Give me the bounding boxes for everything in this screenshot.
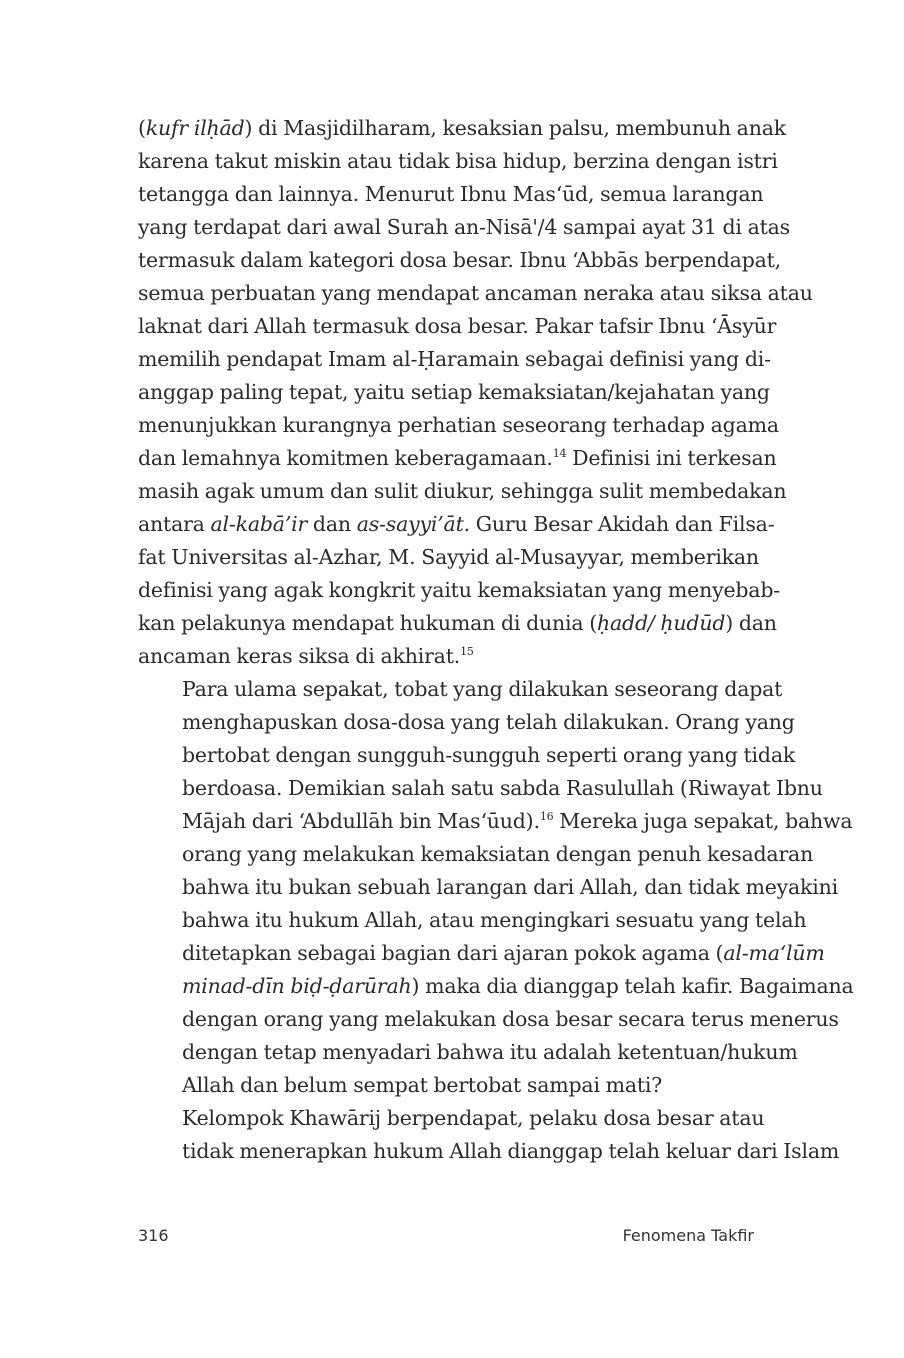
paragraph: [138, 673, 854, 1102]
text-line: [138, 970, 854, 1003]
text-run: orang yang melakukan kemaksiatan dengan penuh kesadaran: [182, 842, 814, 866]
text-line: [138, 805, 853, 838]
text-line: [138, 244, 782, 277]
text-line: [138, 871, 838, 904]
text-line: [138, 310, 777, 343]
text-run: tetangga dan lainnya. Menurut Ibnu Mas‘ūd, semua larangan: [138, 182, 764, 206]
text-line: [138, 640, 754, 673]
text-run: menghapuskan dosa-dosa yang telah dilakukan. Orang yang: [182, 710, 795, 734]
text-run: anggap paling tepat, yaitu setiap kemaksiatan/kejahatan yang: [138, 380, 770, 404]
text-run: ancaman keras siksa di akhirat.: [138, 644, 461, 668]
paragraph: [138, 1102, 840, 1168]
text-line: [138, 277, 813, 310]
text-run: masih agak umum dan sulit diukur, sehingga sulit membedakan: [138, 479, 787, 503]
text-line: [138, 541, 759, 574]
italic-term: al-kabā’ir: [210, 512, 308, 536]
text-run: tidak menerapkan hukum Allah dianggap telah keluar dari Islam: [182, 1139, 840, 1163]
text-run: bahwa itu hukum Allah, atau mengingkari sesuatu yang telah: [182, 908, 807, 932]
text-run: menunjukkan kurangnya perhatian seseorang terhadap agama: [138, 413, 779, 437]
text-line: [138, 1036, 798, 1069]
text-run: Definisi ini terkesan: [566, 446, 777, 470]
text-line: [138, 1135, 840, 1168]
page-footer: [138, 1226, 754, 1250]
text-run: (: [138, 116, 146, 140]
text-line: [138, 673, 783, 706]
text-line: [138, 904, 807, 937]
text-run: Allah dan belum sempat bertobat sampai mati?: [182, 1073, 663, 1097]
text-run: kan pelakunya mendapat hukuman di dunia (: [138, 611, 597, 635]
text-run: ) maka dia dianggap telah kafir. Bagaimana: [411, 974, 854, 998]
text-line: [138, 706, 795, 739]
italic-term: ḥadd/ ḥudūd: [597, 611, 726, 635]
text-run: dengan orang yang melakukan dosa besar secara terus menerus: [182, 1007, 839, 1031]
running-title: Fenomena Takfir: [622, 1226, 754, 1245]
text-line: [138, 838, 814, 871]
italic-term: as-sayyi’āt: [356, 512, 464, 536]
paragraph: [138, 112, 813, 673]
text-run: yang terdapat dari awal Surah an-Nisā'/4 sampai ayat 31 di atas: [138, 215, 790, 239]
text-run: ) dan: [725, 611, 777, 635]
text-run: karena takut miskin atau tidak bisa hidup, berzina dengan istri: [138, 149, 778, 173]
text-line: [138, 211, 790, 244]
italic-term: kufr ilḥād: [145, 116, 245, 140]
text-line: [138, 178, 764, 211]
text-line: [138, 607, 777, 640]
text-run: dan: [307, 512, 357, 536]
text-run: termasuk dalam kategori dosa besar. Ibnu ‘Abbās berpendapat,: [138, 248, 782, 272]
text-run: laknat dari Allah termasuk dosa besar. Pakar tafsir Ibnu ‘Āsyūr: [138, 314, 777, 338]
page-body: [138, 112, 854, 1168]
footnote-ref: 14: [552, 447, 567, 460]
text-run: dengan tetap menyadari bahwa itu adalah ketentuan/hukum: [182, 1040, 798, 1064]
text-run: ditetapkan sebagai bagian dari ajaran pokok agama (: [182, 941, 724, 965]
text-run: definisi yang agak kongkrit yaitu kemaksiatan yang menyebab-: [138, 578, 780, 602]
text-run: Mājah dari ‘Abdullāh bin Mas‘ūud).: [182, 809, 540, 833]
text-run: dan lemahnya komitmen keberagamaan.: [138, 446, 553, 470]
text-line: [138, 772, 823, 805]
text-line: [138, 343, 771, 376]
italic-term: minad-dīn biḍ-ḍarūrah: [182, 974, 412, 998]
text-run: bahwa itu bukan sebuah larangan dari Allah, dan tidak meyakini: [182, 875, 838, 899]
text-run: Mereka juga sepakat, bahwa: [553, 809, 853, 833]
text-line: [138, 409, 779, 442]
text-run: Para ulama sepakat, tobat yang dilakukan seseorang dapat: [182, 677, 783, 701]
text-line: [138, 574, 780, 607]
text-line: [138, 739, 796, 772]
text-run: memilih pendapat Imam al-Ḥaramain sebagai definisi yang di-: [138, 347, 771, 371]
text-line: [138, 442, 777, 475]
text-line: [138, 145, 778, 178]
text-run: antara: [138, 512, 211, 536]
text-run: semua perbuatan yang mendapat ancaman neraka atau siksa atau: [138, 281, 813, 305]
footnote-ref: 16: [539, 810, 554, 823]
text-run: berdoasa. Demikian salah satu sabda Rasulullah (Riwayat Ibnu: [182, 776, 823, 800]
text-line: [138, 1069, 754, 1102]
text-run: fat Universitas al-Azhar, M. Sayyid al-Musayyar, memberikan: [138, 545, 759, 569]
page-number: 316: [138, 1226, 169, 1245]
text-run: . Guru Besar Akidah dan Filsa-: [463, 512, 775, 536]
footnote-ref: 15: [460, 645, 474, 658]
italic-term: al-ma‘lūm: [723, 941, 825, 965]
text-line: [138, 1102, 765, 1135]
text-line: [138, 508, 775, 541]
text-line: [138, 1003, 839, 1036]
text-run: bertobat dengan sungguh-sungguh seperti orang yang tidak: [182, 743, 796, 767]
text-run: ) di Masjidilharam, kesaksian palsu, membunuh anak: [244, 116, 786, 140]
text-run: Kelompok Khawārij berpendapat, pelaku dosa besar atau: [182, 1106, 765, 1130]
text-line: [138, 376, 770, 409]
text-line: [138, 112, 786, 145]
text-line: [138, 475, 787, 508]
text-line: [138, 937, 825, 970]
